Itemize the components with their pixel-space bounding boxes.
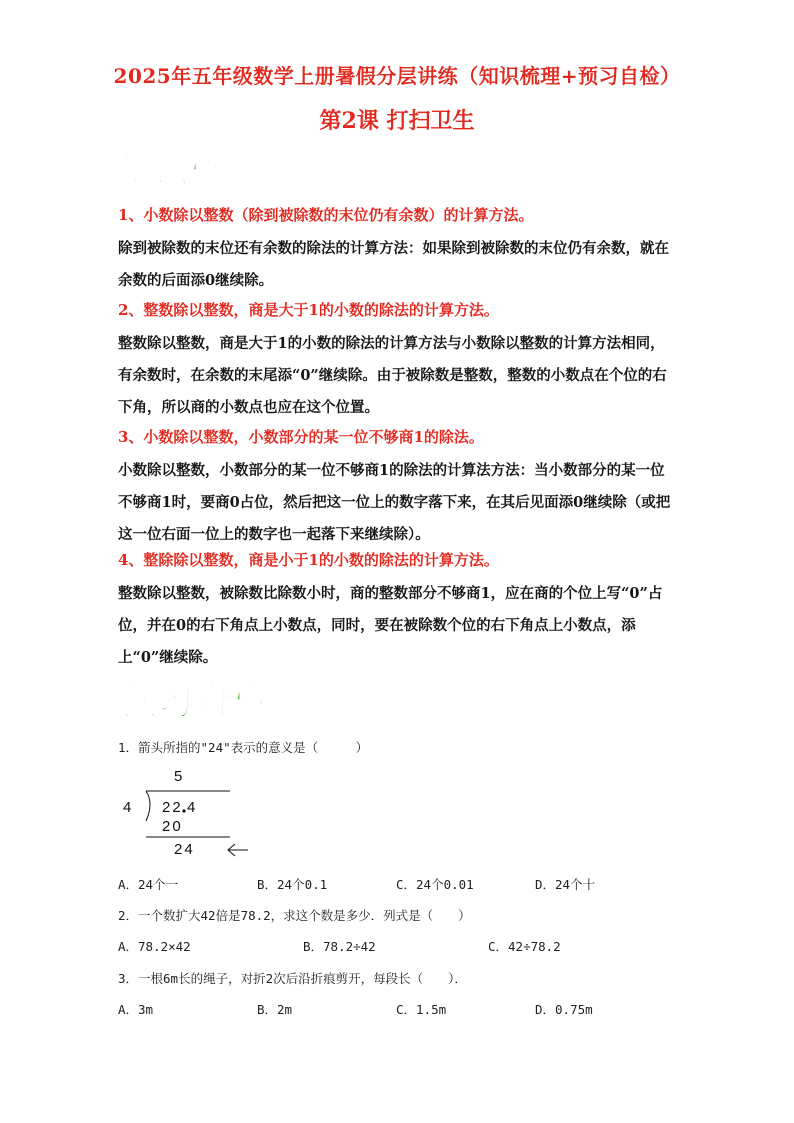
remainder: 24 [174,841,195,858]
product: 20 [162,818,183,835]
banner-text: 知识梳理 [120,152,256,190]
knowledge-point-body: 小数除以整数，小数部分的某一位不够商1的除法的计算法方法：当小数部分的某一位不够商1时，要商0占位，然后把这一位上的数字落下来，在其后见面添0继续除（或把这一位右面一位上的数字也一起落下来继续除）。 [118,462,671,543]
option-d[interactable]: D．0.75m [535,1002,593,1017]
knowledge-point-body: 除到被除数的末位还有余数的除法的计算方法：如果除到被除数的末位仍有余数，就在余数的后面添0继续除。 [118,240,669,289]
question-1-text: 1．箭头所指的"24"表示的意义是（ ） [118,740,369,755]
knowledge-point-2 [118,300,678,424]
option-d[interactable]: D．24个十 [535,877,596,892]
quotient: 5 [174,768,183,785]
dividend-integer: 22 [162,799,183,816]
option-a[interactable]: A．78.2×42 [118,939,191,954]
option-c[interactable]: C．42÷78.2 [488,939,561,954]
option-b[interactable]: B．78.2÷42 [303,939,376,954]
decimal-point [182,809,185,812]
dividend-decimal: 4 [187,799,196,816]
option-a[interactable]: A．24个一 [118,877,179,892]
banner-text: 预习自检 [120,680,268,722]
question-2-text: 2．一个数扩大42倍是78.2，求这个数是多少．列式是（ ） [118,908,471,923]
option-c[interactable]: C．1.5m [396,1002,447,1017]
knowledge-point-heading: 2、整数除以整数，商是大于1的小数的除法的计算方法。 [118,301,499,319]
knowledge-point-1 [118,205,678,297]
divisor: 4 [123,799,132,816]
option-b[interactable]: B．2m [257,1002,293,1017]
section-banner-preview [118,676,288,722]
option-a[interactable]: A．3m [118,1002,154,1017]
knowledge-point-heading: 4、整除除以整数，商是小于1的小数的除法的计算方法。 [118,551,499,569]
knowledge-point-heading: 1、小数除以整数（除到被除数的末位仍有余数）的计算方法。 [118,206,534,224]
option-b[interactable]: B．24个0.1 [257,877,328,892]
question-3-text: 3．一根6m长的绳子，对折2次后沿折痕剪开，每段长（ ）． [118,971,467,986]
knowledge-point-4 [118,550,678,674]
long-division-figure [118,765,268,869]
arrow-left-icon [228,844,248,856]
knowledge-point-body: 整数除以整数，商是大于1的小数的除法的计算方法与小数除以整数的计算方法相同，有余数时，在余数的末尾添“0”继续除。由于被除数是整数，整数的小数点在个位的右下角，所以商的小数点也应在这个位置。 [118,335,667,416]
knowledge-point-3 [118,427,678,551]
option-c[interactable]: C．24个0.01 [396,877,474,892]
page-title: 2025年五年级数学上册暑假分层讲练（知识梳理+预习自检） [113,64,681,88]
knowledge-point-heading: 3、小数除以整数，小数部分的某一位不够商1的除法。 [118,428,484,446]
section-banner-knowledge [118,148,278,190]
division-bracket [146,791,150,821]
lesson-title: 第2课 打扫卫生 [319,108,475,134]
knowledge-point-body: 整数除以整数，被除数比除数小时，商的整数部分不够商1，应在商的个位上写“0”占位，并在0的右下角点上小数点，同时，要在被除数个位的右下角点上小数点，添上“0”继续除。 [118,585,663,666]
